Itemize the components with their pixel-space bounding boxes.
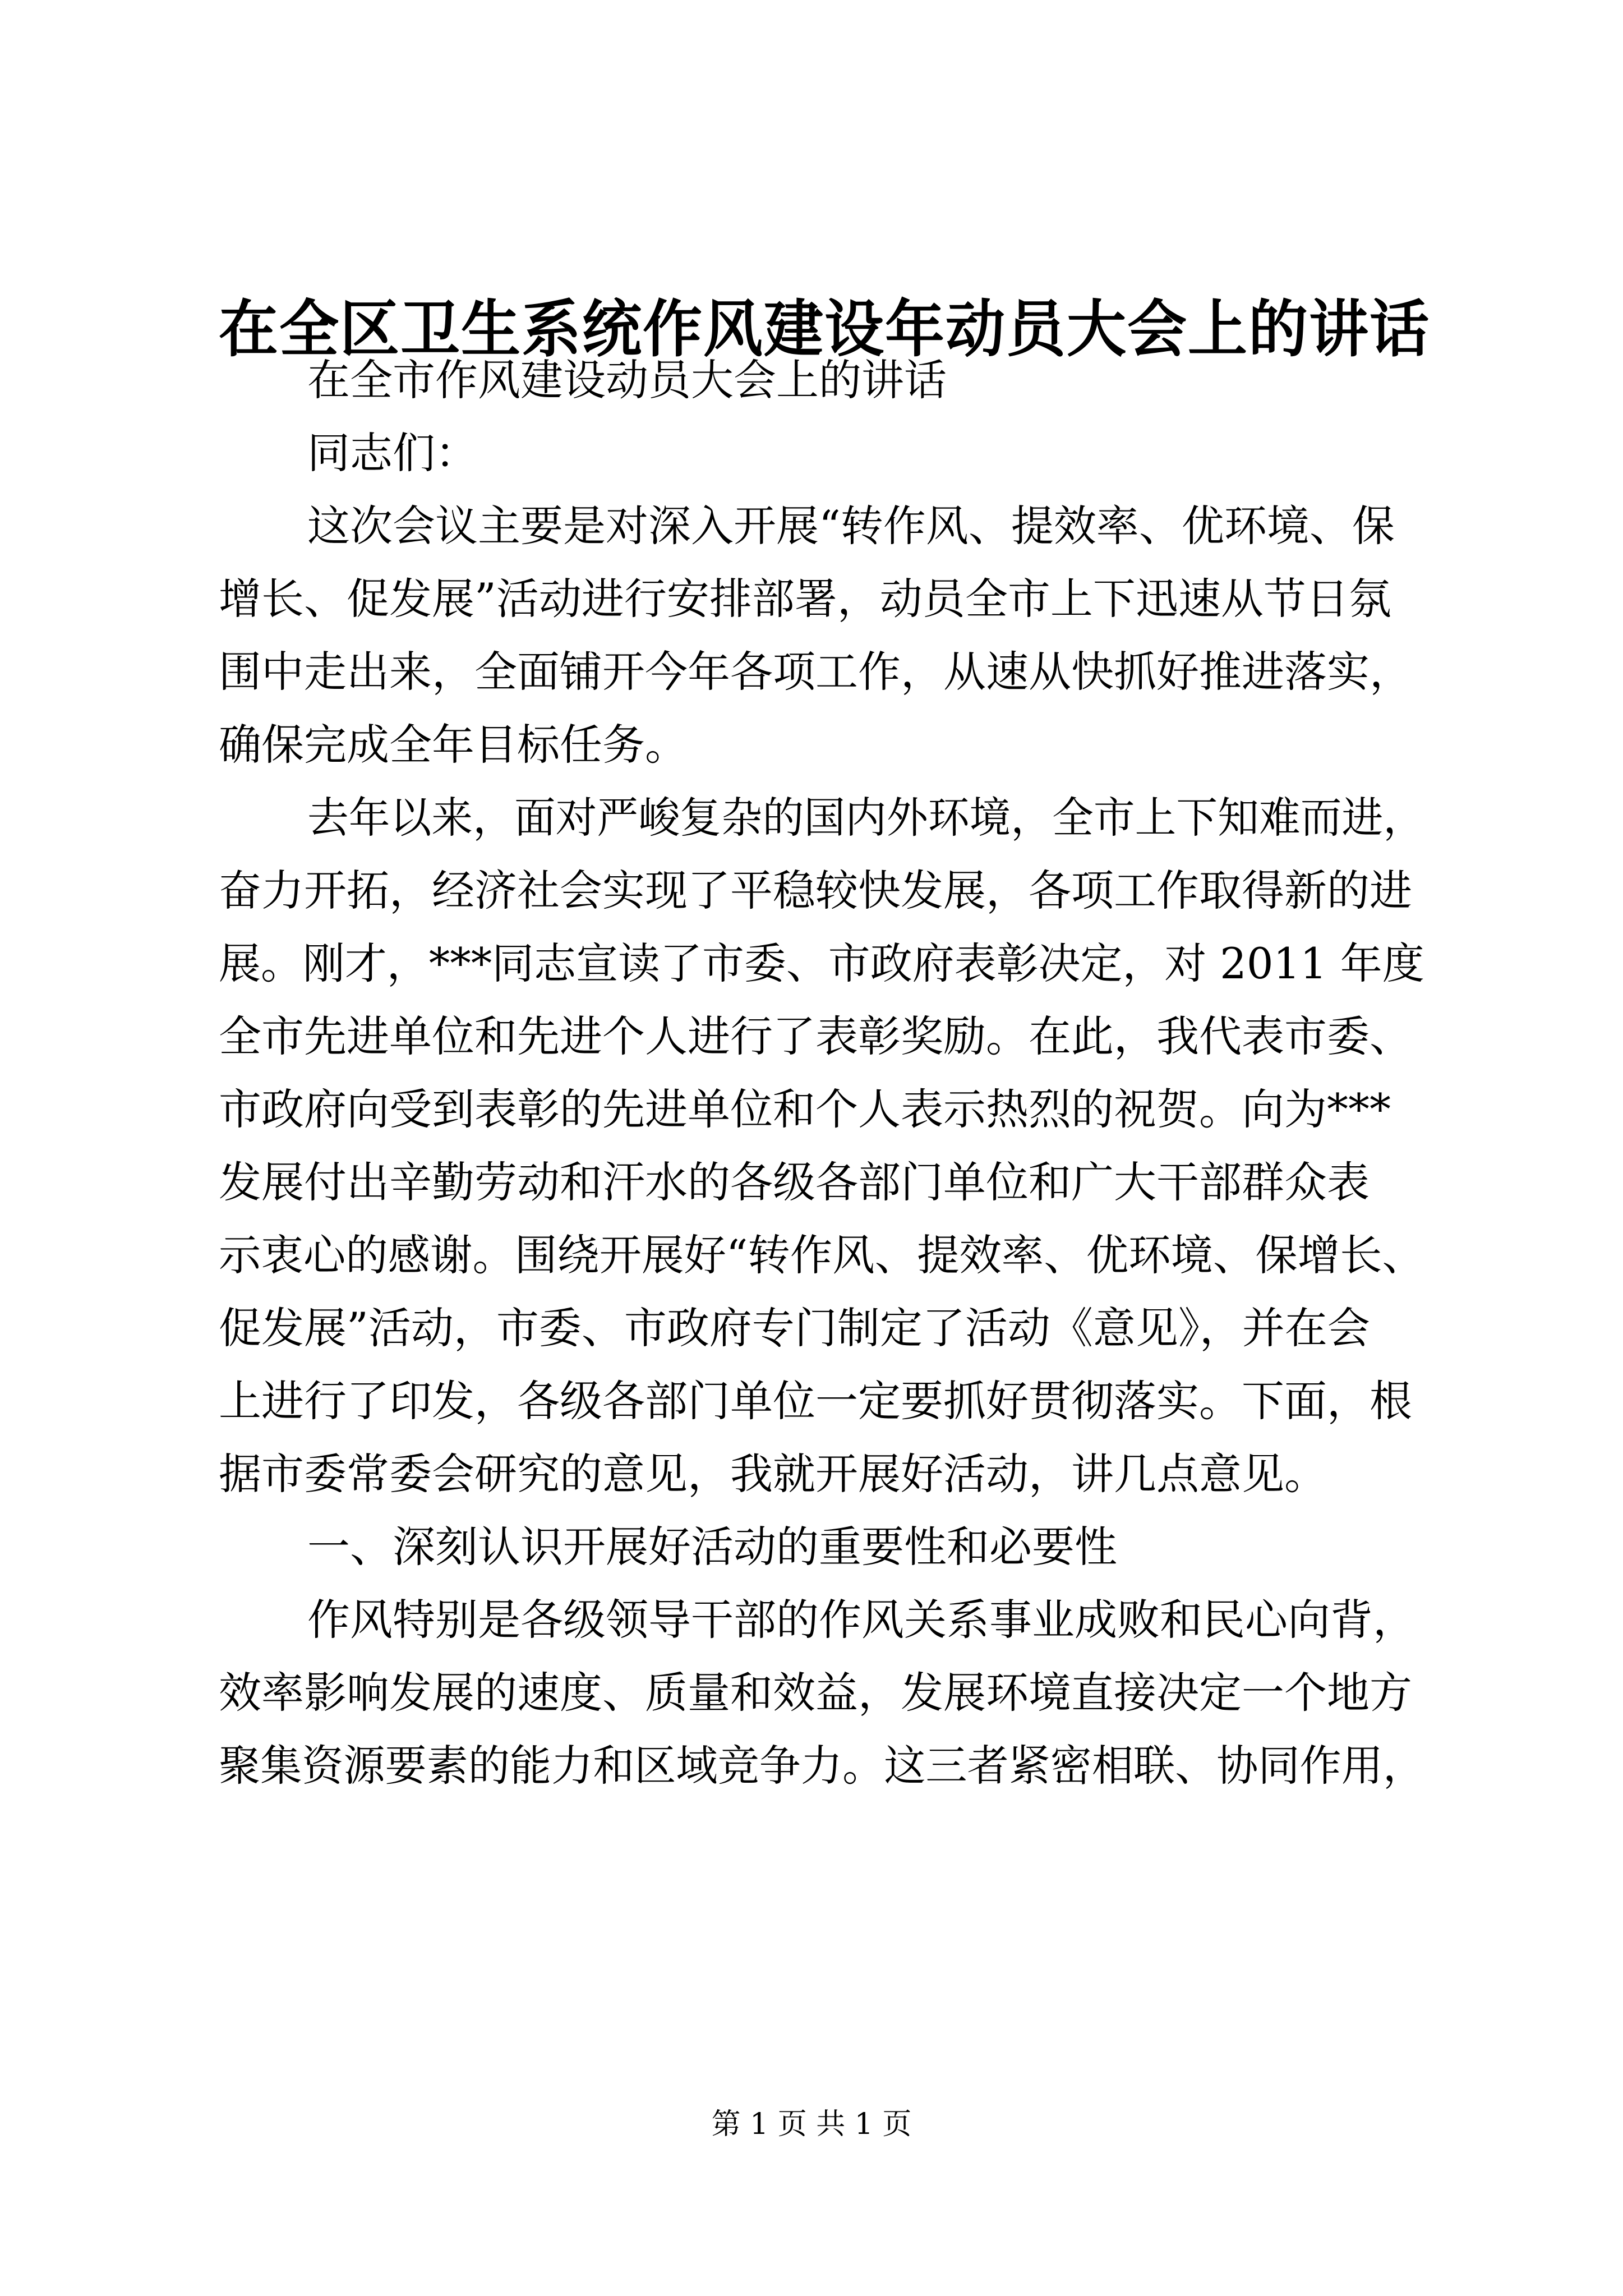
line-text: 围中走出来，全面铺开今年各项工作，从速从快抓好推进落实， — [219, 647, 1412, 697]
line-text: 一、深刻认识开展好活动的重要性和必要性 — [307, 1522, 1117, 1572]
line-text: 示衷心的感谢。围绕开展好“转作风、提效率、优环境、保增长、 — [219, 1230, 1424, 1280]
line-text: 在全市作风建设动员大会上的讲话 — [307, 355, 947, 405]
line-text: 作风特别是各级领导干部的作风关系事业成败和民心向背， — [307, 1595, 1415, 1645]
line-text: 去年以来，面对严峻复杂的国内外环境，全市上下知难而进， — [307, 793, 1425, 843]
line-text: 市政府向受到表彰的先进单位和个人表示热烈的祝贺。向为*** — [219, 1084, 1391, 1134]
line-text: 据市委常委会研究的意见，我就开展好活动，讲几点意见。 — [219, 1449, 1327, 1499]
line-text: 奋力开拓，经济社会实现了平稳较快发展，各项工作取得新的进 — [219, 866, 1412, 915]
line-text: 同志们： — [307, 428, 478, 478]
line-text: 展。刚才，***同志宣读了市委、市政府表彰决定，对 2011 年度 — [219, 938, 1424, 988]
line-text: 效率影响发展的速度、质量和效益，发展环境直接决定一个地方 — [219, 1668, 1412, 1718]
line-text: 促发展”活动，市委、市政府专门制定了活动《意见》，并在会 — [219, 1303, 1370, 1353]
line-text: 增长、促发展”活动进行安排部署，动员全市上下迅速从节日氛 — [219, 574, 1391, 624]
line-text: 这次会议主要是对深入开展“转作风、提效率、优环境、保 — [307, 501, 1395, 551]
line-text: 上进行了印发，各级各部门单位一定要抓好贯彻落实。下面，根 — [219, 1376, 1412, 1426]
line-text: 发展付出辛勤劳动和汗水的各级各部门单位和广大干部群众表 — [219, 1157, 1370, 1207]
page-footer: 第 1 页 共 1 页 — [711, 2108, 912, 2141]
line-text: 全市先进单位和先进个人进行了表彰奖励。在此，我代表市委、 — [219, 1011, 1412, 1061]
line-text: 确保完成全年目标任务。 — [219, 720, 688, 770]
line-text: 聚集资源要素的能力和区域竞争力。这三者紧密相联、协同作用， — [219, 1741, 1425, 1791]
document-title: 在全区卫生系统作风建设年动员大会上的讲话 — [219, 293, 1431, 365]
